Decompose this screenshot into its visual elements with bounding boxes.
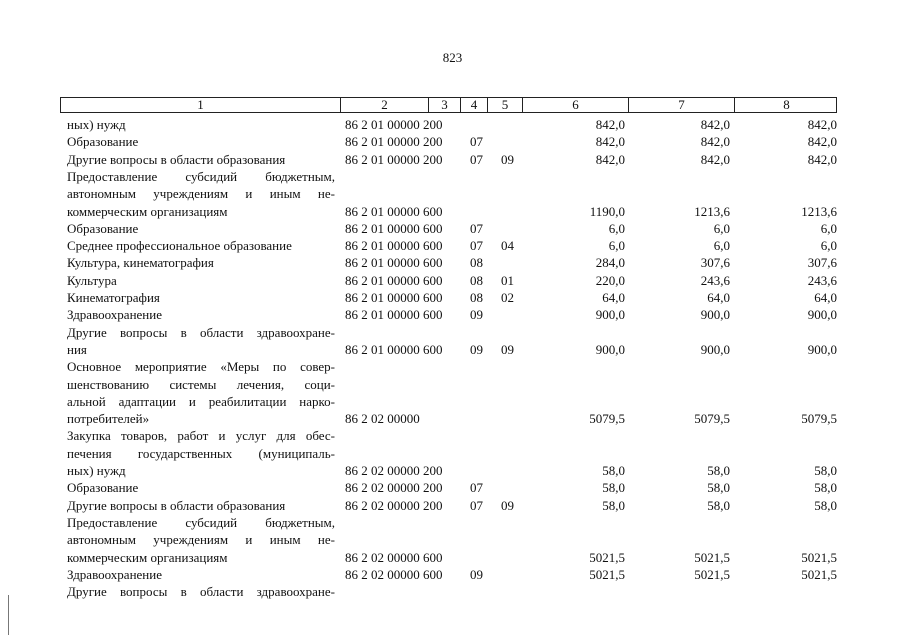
row-name: Здравоохранение xyxy=(67,307,162,322)
row-value-col6: 220,0 xyxy=(595,273,625,288)
row-section: 09 xyxy=(470,307,483,322)
row-section: 07 xyxy=(470,498,483,513)
row-code: 86 2 01 00000 600 xyxy=(345,307,443,322)
header-col-4: 4 xyxy=(460,97,487,113)
row-value-col6: 900,0 xyxy=(595,307,625,322)
row-value-col8: 842,0 xyxy=(807,134,837,149)
row-value-col8: 58,0 xyxy=(814,463,837,478)
row-name: ных) нужд xyxy=(67,117,126,132)
row-value-col7: 6,0 xyxy=(713,238,730,253)
header-col-7: 7 xyxy=(628,97,734,113)
row-value-col6: 64,0 xyxy=(602,290,625,305)
row-value-col6: 5079,5 xyxy=(589,411,625,426)
row-name: ных) нужд xyxy=(67,463,126,478)
row-value-col6: 1190,0 xyxy=(589,204,625,219)
row-value-col7: 64,0 xyxy=(707,290,730,305)
row-code: 86 2 02 00000 200 xyxy=(345,480,443,495)
row-code: 86 2 01 00000 600 xyxy=(345,273,443,288)
row-value-col8: 64,0 xyxy=(814,290,837,305)
row-name: Закупка товаров, работ и услуг для обес- xyxy=(67,428,335,443)
table-header xyxy=(60,97,837,113)
row-value-col7: 58,0 xyxy=(707,480,730,495)
row-name: Образование xyxy=(67,480,139,495)
row-name: Образование xyxy=(67,221,139,236)
row-value-col7: 842,0 xyxy=(700,117,730,132)
row-value-col7: 842,0 xyxy=(700,152,730,167)
row-code: 86 2 02 00000 xyxy=(345,411,420,426)
row-value-col8: 842,0 xyxy=(807,152,837,167)
header-col-2: 2 xyxy=(340,97,428,113)
row-value-col7: 307,6 xyxy=(700,255,730,270)
row-subsection: 01 xyxy=(501,273,514,288)
row-name: Среднее профессиональное образование xyxy=(67,238,292,253)
row-value-col7: 58,0 xyxy=(707,463,730,478)
row-value-col7: 1213,6 xyxy=(694,204,730,219)
row-name: Кинематография xyxy=(67,290,160,305)
header-col-5: 5 xyxy=(487,97,522,113)
row-name: Здравоохранение xyxy=(67,567,162,582)
row-value-col8: 307,6 xyxy=(807,255,837,270)
row-code: 86 2 01 00000 600 xyxy=(345,342,443,357)
row-value-col8: 5021,5 xyxy=(801,550,837,565)
row-name: шенствованию системы лечения, соци- xyxy=(67,377,335,392)
row-name: Другие вопросы в области образования xyxy=(67,498,286,513)
row-section: 08 xyxy=(470,273,483,288)
row-section: 07 xyxy=(470,480,483,495)
row-value-col6: 58,0 xyxy=(602,463,625,478)
row-section: 08 xyxy=(470,290,483,305)
row-section: 07 xyxy=(470,134,483,149)
row-name: альной адаптации и реабилитации нарко- xyxy=(67,394,335,409)
page-number: 823 xyxy=(442,50,463,65)
row-value-col7: 6,0 xyxy=(713,221,730,236)
row-value-col8: 900,0 xyxy=(807,342,837,357)
row-value-col7: 5021,5 xyxy=(694,567,730,582)
row-code: 86 2 01 00000 600 xyxy=(345,290,443,305)
row-code: 86 2 01 00000 600 xyxy=(345,238,443,253)
row-name: автономным учреждениям и иным не- xyxy=(67,186,335,201)
row-name: Другие вопросы в области здравоохране- xyxy=(67,325,335,340)
row-name: Предоставление субсидий бюджетным, xyxy=(67,169,335,184)
row-value-col6: 900,0 xyxy=(595,342,625,357)
row-section: 09 xyxy=(470,567,483,582)
row-code: 86 2 01 00000 600 xyxy=(345,255,443,270)
row-value-col8: 5079,5 xyxy=(801,411,837,426)
row-value-col6: 5021,5 xyxy=(589,567,625,582)
row-name: ния xyxy=(67,342,87,357)
header-col-3: 3 xyxy=(428,97,460,113)
row-section: 08 xyxy=(470,255,483,270)
row-value-col7: 900,0 xyxy=(700,307,730,322)
row-value-col8: 6,0 xyxy=(820,238,837,253)
row-subsection: 04 xyxy=(501,238,514,253)
row-value-col8: 842,0 xyxy=(807,117,837,132)
row-value-col6: 58,0 xyxy=(602,498,625,513)
row-subsection: 02 xyxy=(501,290,514,305)
row-section: 07 xyxy=(470,238,483,253)
row-value-col7: 243,6 xyxy=(700,273,730,288)
row-value-col7: 58,0 xyxy=(707,498,730,513)
row-value-col8: 1213,6 xyxy=(801,204,837,219)
row-value-col8: 900,0 xyxy=(807,307,837,322)
row-value-col7: 900,0 xyxy=(700,342,730,357)
row-section: 09 xyxy=(470,342,483,357)
row-name: коммерческим организациям xyxy=(67,550,228,565)
row-code: 86 2 01 00000 600 xyxy=(345,204,443,219)
row-name: Основное мероприятие «Меры по совер- xyxy=(67,359,335,374)
row-name: Другие вопросы в области образования xyxy=(67,152,286,167)
row-name: Предоставление субсидий бюджетным, xyxy=(67,515,335,530)
row-value-col7: 842,0 xyxy=(700,134,730,149)
row-code: 86 2 02 00000 200 xyxy=(345,498,443,513)
row-name: печения государственных (муниципаль- xyxy=(67,446,335,461)
row-value-col8: 5021,5 xyxy=(801,567,837,582)
row-name: Культура xyxy=(67,273,117,288)
row-value-col8: 58,0 xyxy=(814,480,837,495)
row-value-col8: 243,6 xyxy=(807,273,837,288)
row-value-col6: 842,0 xyxy=(595,152,625,167)
row-code: 86 2 02 00000 600 xyxy=(345,550,443,565)
row-section: 07 xyxy=(470,152,483,167)
row-section: 07 xyxy=(470,221,483,236)
row-name: потребителей» xyxy=(67,411,150,426)
row-value-col6: 58,0 xyxy=(602,480,625,495)
row-name: автономным учреждениям и иным не- xyxy=(67,532,335,547)
row-value-col7: 5021,5 xyxy=(694,550,730,565)
row-subsection: 09 xyxy=(501,152,514,167)
row-name: Культура, кинематография xyxy=(67,255,214,270)
row-subsection: 09 xyxy=(501,498,514,513)
row-value-col7: 5079,5 xyxy=(694,411,730,426)
row-code: 86 2 02 00000 200 xyxy=(345,463,443,478)
row-value-col8: 6,0 xyxy=(820,221,837,236)
margin-mark xyxy=(8,595,9,635)
header-col-6: 6 xyxy=(522,97,628,113)
row-subsection: 09 xyxy=(501,342,514,357)
header-col-8: 8 xyxy=(734,97,838,113)
row-code: 86 2 01 00000 600 xyxy=(345,221,443,236)
row-name: Другие вопросы в области здравоохране- xyxy=(67,584,335,599)
row-value-col6: 6,0 xyxy=(608,238,625,253)
row-value-col6: 5021,5 xyxy=(589,550,625,565)
row-value-col6: 842,0 xyxy=(595,117,625,132)
row-value-col6: 284,0 xyxy=(595,255,625,270)
row-name: коммерческим организациям xyxy=(67,204,228,219)
row-value-col6: 842,0 xyxy=(595,134,625,149)
row-code: 86 2 01 00000 200 xyxy=(345,117,443,132)
row-value-col8: 58,0 xyxy=(814,498,837,513)
row-code: 86 2 02 00000 600 xyxy=(345,567,443,582)
row-value-col6: 6,0 xyxy=(608,221,625,236)
row-code: 86 2 01 00000 200 xyxy=(345,134,443,149)
row-code: 86 2 01 00000 200 xyxy=(345,152,443,167)
row-name: Образование xyxy=(67,134,139,149)
header-col-1: 1 xyxy=(197,97,204,112)
